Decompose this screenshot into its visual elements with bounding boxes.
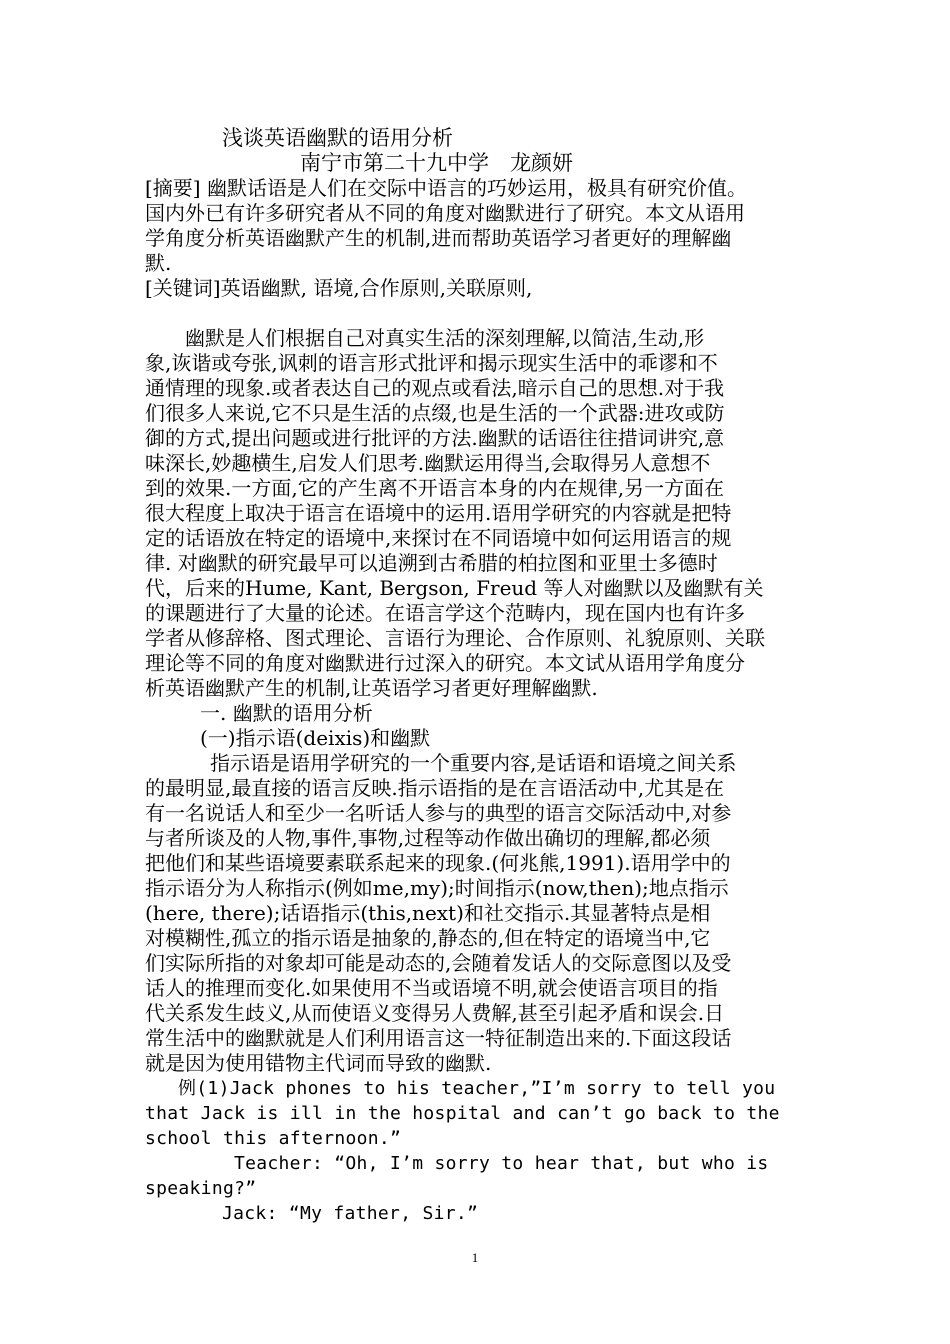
intro-line: 味深长,妙趣横生,启发人们思考.幽默运用得当,会取得另人意想不: [145, 451, 711, 475]
intro-line: 象,诙谐或夸张,讽刺的语言形式批评和揭示现实生活中的乖谬和不: [145, 351, 718, 375]
dialogue-jack: Jack: “My father, Sir.”: [222, 1203, 479, 1224]
intro-line: 代，后来的Hume, Kant, Bergson, Freud 等人对幽默以及幽默有关: [145, 576, 764, 600]
subsection-heading: (一)指示语(deixis)和幽默: [200, 726, 431, 750]
page-number: 1: [471, 1250, 479, 1265]
deixis-line: 的最明显,最直接的语言反映.指示语指的是在言语活动中,尤其是在: [145, 776, 725, 800]
intro-line: 很大程度上取决于语言在语境中的运用.语用学研究的内容就是把特: [145, 501, 732, 525]
page-title: 浅谈英语幽默的语用分析: [222, 126, 453, 150]
abstract-line: [摘要] 幽默话语是人们在交际中语言的巧妙运用，极具有研究价值。: [145, 176, 747, 200]
dialogue-teacher: Teacher: “Oh, I’m sorry to hear that, but who is: [234, 1153, 769, 1174]
intro-line: 幽默是人们根据自己对真实生活的深刻理解,以简洁,生动,形: [145, 326, 705, 350]
deixis-line: 们实际所指的对象却可能是动态的,会随着发话人的交际意图以及受: [145, 951, 732, 975]
example-line: 例(1)Jack phones to his teacher,”I’m sorry to tell you: [178, 1078, 776, 1099]
deixis-line: 指示语是语用学研究的一个重要内容,是话语和语境之间关系: [190, 751, 737, 775]
intro-line: 理论等不同的角度对幽默进行过深入的研究。本文试从语用学角度分: [145, 651, 745, 675]
deixis-line: 就是因为使用错物主代词而导致的幽默.: [145, 1051, 492, 1075]
deixis-line: 话人的推理而变化.如果使用不当或语境不明,就会使语言项目的指: [145, 976, 718, 1000]
deixis-line: 与者所谈及的人物,事件,事物,过程等动作做出确切的理解,都必须: [145, 826, 711, 850]
example-line: that Jack is ill in the hospital and can’t go back to the: [145, 1103, 780, 1124]
intro-line: 们很多人来说,它不只是生活的点缀,也是生活的一个武器:进攻或防: [145, 401, 725, 425]
intro-line: 律. 对幽默的研究最早可以追溯到古希腊的柏拉图和亚里士多德时: [145, 551, 718, 575]
deixis-line: 常生活中的幽默就是人们利用语言这一特征制造出来的.下面这段话: [145, 1026, 732, 1050]
deixis-line: 代关系发生歧义,从而使语义变得另人费解,甚至引起矛盾和误会.日: [145, 1001, 725, 1025]
dialogue-teacher: speaking?”: [145, 1178, 257, 1199]
intro-line: 的课题进行了大量的论述。在语言学这个范畴内，现在国内也有许多: [145, 601, 745, 625]
intro-line: 定的话语放在特定的语境中,来探讨在不同语境中如何运用语言的规: [145, 526, 732, 550]
abstract-line: 学角度分析英语幽默产生的机制,进而帮助英语学习者更好的理解幽: [145, 226, 732, 250]
deixis-line: (here, there);话语指示(this,next)和社交指示.其显著特点是相: [145, 901, 711, 925]
intro-line: 析英语幽默产生的机制,让英语学习者更好理解幽默.: [145, 676, 598, 700]
section-heading: 一. 幽默的语用分析: [200, 701, 373, 725]
deixis-line: 指示语分为人称指示(例如me,my);时间指示(now,then);地点指示: [145, 876, 729, 900]
deixis-line: 对模糊性,孤立的指示语是抽象的,静态的,但在特定的语境当中,它: [145, 926, 711, 950]
example-line: school this afternoon.”: [145, 1128, 402, 1149]
intro-line: 到的效果.一方面,它的产生离不开语言本身的内在规律,另一方面在: [145, 476, 725, 500]
keywords-line: [关键词]英语幽默, 语境,合作原则,关联原则,: [145, 276, 533, 300]
intro-line: 学者从修辞格、图式理论、言语行为理论、合作原则、礼貌原则、关联: [145, 626, 765, 650]
deixis-line: 有一名说话人和至少一名听话人参与的典型的语言交际活动中,对参: [145, 801, 732, 825]
abstract-line: 国内外已有许多研究者从不同的角度对幽默进行了研究。本文从语用: [145, 201, 745, 225]
intro-line: 御的方式,提出问题或进行批评的方法.幽默的话语往往措词讲究,意: [145, 426, 725, 450]
intro-line: 通情理的现象.或者表达自己的观点或看法,暗示自己的思想.对于我: [145, 376, 725, 400]
deixis-line: 把他们和某些语境要素联系起来的现象.(何兆熊,1991).语用学中的: [145, 851, 731, 875]
author-line: 南宁市第二十九中学 龙颜妍: [300, 151, 573, 175]
abstract-line: 默.: [145, 251, 172, 275]
